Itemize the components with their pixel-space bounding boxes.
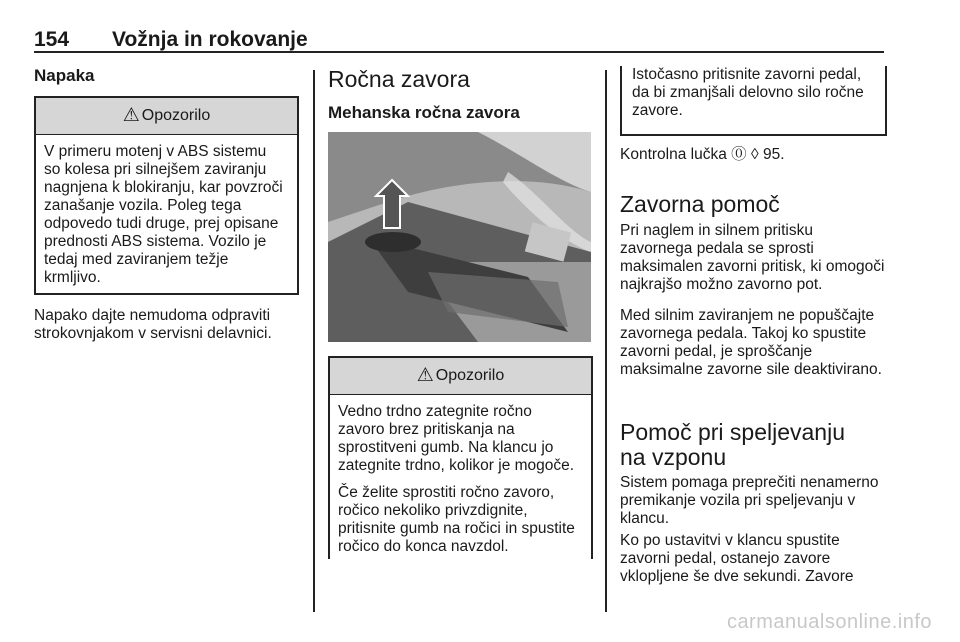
warning-text-2: Če želite sprostiti ročno zavoro, ročico nekoliko privzdignite, pritisnite gumb na ročici in spustite ročico do konca navzdol. bbox=[338, 484, 575, 555]
warning-header bbox=[330, 358, 591, 395]
warning-triangle-icon: ⚠ bbox=[416, 365, 434, 386]
warning-header bbox=[36, 98, 297, 135]
paragraph-zavorna-2: Med silnim zaviranjem ne popuščajte zavornega pedala. Takoj ko spustite zavorni pedal, je sproščanje maksimalne zavorne sile deaktivirano. bbox=[620, 307, 882, 378]
paragraph-speljevanje-2: Ko po ustavitvi v klancu spustite zavorni pedal, ostanejo zavore vklopljene še dve sekundi. Zavore bbox=[620, 532, 854, 585]
warning-body bbox=[330, 395, 591, 556]
watermark: carmanualsonline.info bbox=[726, 611, 932, 633]
column-divider-left bbox=[313, 70, 315, 612]
reference-icon: ◊ bbox=[750, 146, 759, 163]
warning-triangle-icon: ⚠ bbox=[122, 105, 140, 126]
warning-title: Opozorilo bbox=[141, 107, 211, 124]
paragraph-zavorna-1: Pri naglem in silnem pritisku zavornega pedala se sprosti maksimalen zavorni pritisk, ki omogoči najkrajšo možno zavorno pot. bbox=[620, 222, 885, 293]
warning-text-1: Vedno trdno zategnite ročno zavoro brez pritiskanja na sprostitveni gumb. Na klancu jo zategnite trdno, kolikor je mogoče. bbox=[338, 403, 575, 474]
brake-lamp-icon: ⓪ bbox=[731, 146, 747, 163]
section-heading-napaka: Napaka bbox=[34, 66, 95, 85]
page-number: 154 bbox=[34, 28, 70, 51]
section-heading-rocna-zavora: Ročna zavora bbox=[328, 66, 470, 92]
control-lamp-text: Kontrolna lučka bbox=[620, 146, 727, 163]
column-divider-right bbox=[605, 70, 607, 612]
subheading-mehanska: Mehanska ročna zavora bbox=[328, 103, 520, 122]
paragraph-speljevanje-1: Sistem pomaga preprečiti nenamerno premikanje vozila pri speljevanju v klancu. bbox=[620, 474, 879, 527]
control-lamp-line bbox=[620, 146, 890, 164]
warning-box-handbrake bbox=[328, 356, 593, 559]
warning-title: Opozorilo bbox=[435, 367, 505, 384]
warning-body bbox=[36, 135, 297, 287]
page-header bbox=[34, 28, 308, 52]
warning-box-abs bbox=[34, 96, 299, 295]
section-heading-speljevanje: Pomoč pri speljevanju na vzponu bbox=[620, 419, 846, 470]
header-rule bbox=[34, 51, 884, 53]
paragraph-napaka: Napako dajte nemudoma odpraviti strokovnjakom v servisni delavnici. bbox=[34, 307, 272, 342]
warning-box-continued bbox=[620, 66, 887, 136]
handbrake-image bbox=[328, 132, 591, 342]
warning-text: V primeru motenj v ABS sistemu so kolesa pri silnejšem zaviranju nagnjena k blokiranju, kar povzroči zanašanje vozila. Poleg tega odpovedo tudi druge, prej opisane prednosti ABS sistema. Vozilo je tedaj med zaviranjem težje krmljivo. bbox=[44, 143, 283, 286]
handbrake-illustration bbox=[328, 132, 591, 342]
box-text: Istočasno pritisnite zavorni pedal, da bi zmanjšali delovno silo ročne zavore. bbox=[632, 66, 864, 119]
reference-page: 95. bbox=[762, 146, 785, 163]
section-heading-zavorna-pomoc: Zavorna pomoč bbox=[620, 191, 780, 217]
page-title: Vožnja in rokovanje bbox=[112, 28, 308, 51]
